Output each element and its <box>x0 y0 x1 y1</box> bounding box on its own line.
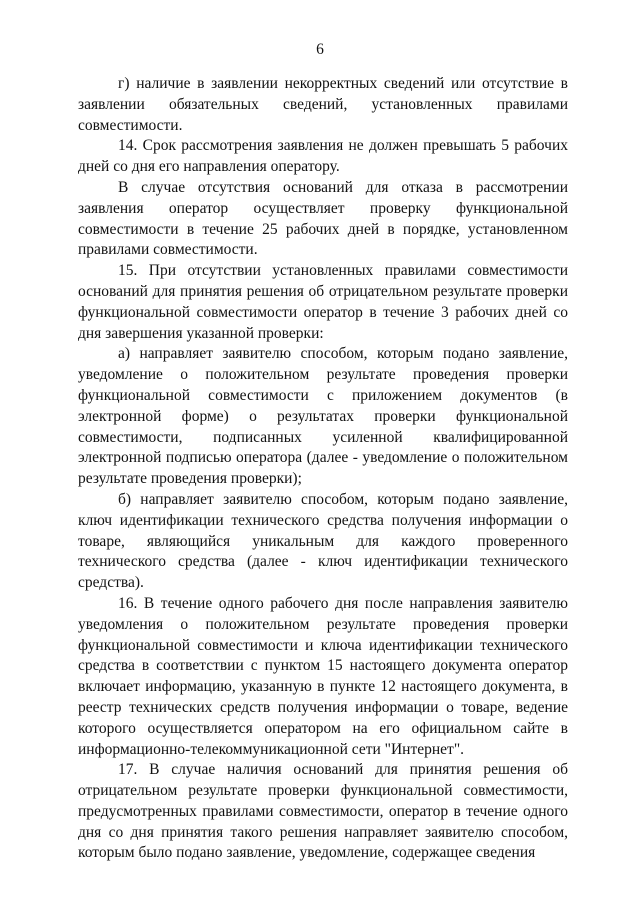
paragraph-14: 14. Срок рассмотрения заявления не должен превышать 5 рабочих дней со дня его направления оператору. <box>78 137 568 176</box>
paragraph-14-cont: В случае отсутствия оснований для отказа в рассмотрении заявления оператор осуществляет проверку функциональной совместимости в течение 25 рабочих дней в порядке, установленном правилами совместимости. <box>78 178 568 259</box>
page-number: 6 <box>316 41 324 58</box>
paragraph-16: 16. В течение одного рабочего дня после направления заявителю уведомления о положительном результате проведения проверки функциональной совместимости и ключа идентификации технического средства в соответствии с пунктом 15 настоящего документа оператор включает информацию, указанную в пункте 12 настоящего документа, в реестр технических средств получения информации о товаре, ведение которого осуществляется оператором на его официальном сайте в информационно-телекоммуникационной сети "Интернет". <box>78 594 568 758</box>
paragraph-15b: б) направляет заявителю способом, которым подано заявление, ключ идентификации технического средства получения информации о товаре, являющийся уникальным для каждого проверенного технического средства (далее - ключ идентификации технического средства). <box>78 490 568 592</box>
document-body <box>78 74 568 864</box>
paragraph-13g: г) наличие в заявлении некорректных сведений или отсутствие в заявлении обязательных сведений, установленных правилами совместимости. <box>78 75 568 134</box>
paragraph-17: 17. В случае наличия оснований для принятия решения об отрицательном результате проверки функциональной совместимости, предусмотренных правилами совместимости, оператор в течение одного дня со дня принятия такого решения направляет заявителю способом, которым было подано заявление, уведомление, содержащее сведения <box>78 761 568 862</box>
paragraph-15: 15. При отсутствии установленных правилами совместимости оснований для принятия решения об отрицательном результате проверки функциональной совместимости оператор в течение 3 рабочих дней со дня завершения указанной проверки: <box>78 262 568 342</box>
paragraph-15a: а) направляет заявителю способом, которым подано заявление, уведомление о положительном результате проведения проверки функциональной совместимости с приложением документов (в электронной форме) о результатах проверки функциональной совместимости, подписанных усиленной квалифицированной электронной подписью оператора (далее - уведомление о положительном результате проведения проверки); <box>78 345 568 488</box>
